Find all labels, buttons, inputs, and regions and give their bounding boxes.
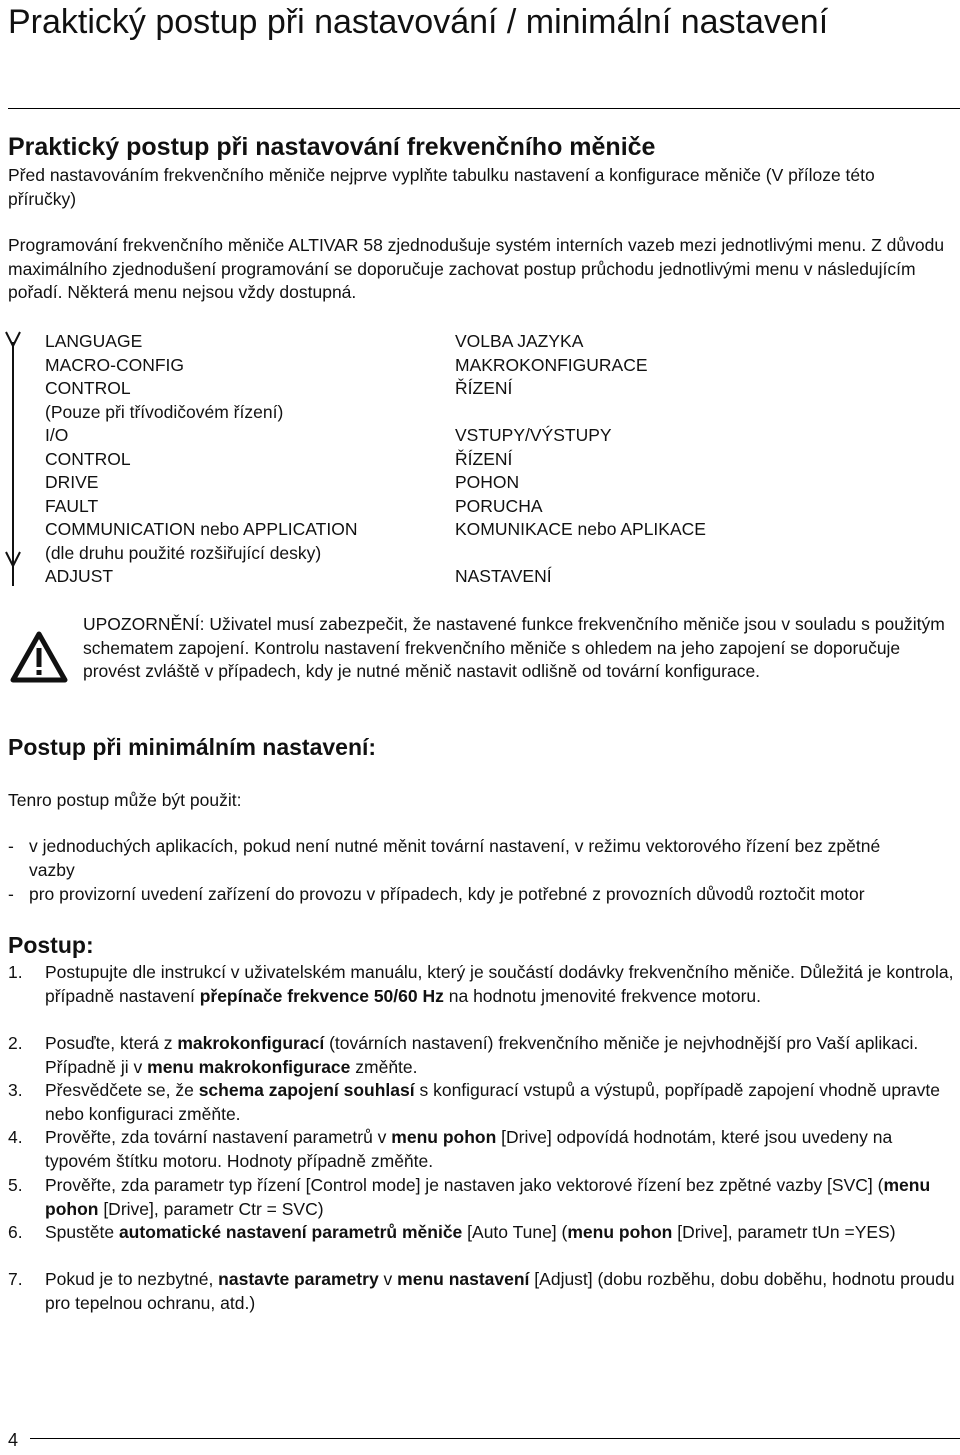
step-item [8, 1032, 960, 1079]
step-text-run: na hodnotu jmenovité frekvence motoru. [443, 985, 762, 1006]
step-text-run: [Drive] odpovídá hodnotám, které jsou uvedeny na typovém štítku motoru. Hodnoty případně změňte. [45, 1127, 893, 1171]
menu-item-english: ADJUST [45, 566, 114, 586]
step-text [45, 1268, 960, 1315]
menu-item-czech: POHON [455, 472, 520, 492]
menu-item-czech: MAKROKONFIGURACE [455, 354, 648, 375]
menu-item-english: COMMUNICATION nebo APPLICATION [45, 519, 358, 539]
list-item [8, 835, 960, 882]
step-item [8, 1268, 960, 1315]
step-number: 5. [8, 1175, 23, 1195]
step-emphasis: automatické nastavení parametrů měniče [118, 1222, 463, 1242]
step-text-run: v [378, 1269, 398, 1289]
step-item [8, 1126, 960, 1173]
step-emphasis: menu pohon [391, 1127, 497, 1147]
list-item-text: pro provizorní uvedení zařízení do provozu v případech, kdy je potřebné z provozních důvodů roztočit motor [29, 884, 865, 904]
menu-item-czech: PORUCHA [455, 495, 543, 516]
menu-item-czech: ŘÍZENÍ [455, 448, 513, 469]
step-emphasis: menu pohon [45, 1175, 931, 1219]
title-divider [8, 108, 960, 109]
step-text-run: Posuďte, která z [45, 1033, 178, 1053]
step-emphasis: menu nastavení [397, 1269, 530, 1289]
menu-item-english: CONTROL [45, 378, 131, 398]
step-number: 6. [8, 1222, 23, 1242]
menu-item-czech: KOMUNIKACE nebo APLIKACE [455, 519, 706, 539]
step-item [8, 961, 960, 1008]
page-title: Praktický postup při nastavování / minimální nastavení [8, 3, 829, 41]
step-text-run: Postupujte dle instrukcí v uživatelském manuálu, který je součástí dodávky frekvenčního měniče. Důležitá je kontrola, případně nastavení [45, 962, 954, 1006]
menu-item-czech: NASTAVENÍ [455, 566, 552, 586]
step-text [45, 1126, 960, 1173]
flow-arrows-graphic [4, 328, 28, 590]
menu-item-english: DRIVE [45, 472, 99, 492]
step-text-run: [Adjust] (dobu rozběhu, dobu doběhu, hodnotu proudu pro tepelnou ochranu, atd.) [45, 1269, 955, 1313]
step-emphasis: přepínače frekvence 50/60 Hz [199, 985, 444, 1006]
step-text-run: Pokud je to nezbytné, [45, 1269, 219, 1289]
step-emphasis: menu pohon [567, 1222, 673, 1242]
step-number: 2. [8, 1033, 23, 1053]
list-item [8, 883, 960, 907]
step-item [8, 1079, 960, 1126]
menu-item-english: (Pouze při třívodičovém řízení) [45, 401, 284, 422]
step-text-run: [Auto Tune] ( [462, 1222, 568, 1242]
menu-item-czech [455, 542, 706, 566]
step-text-run: Prověřte, zda tovární nastavení parametrů v [45, 1127, 392, 1147]
step-emphasis: schema zapojení souhlasí [198, 1080, 415, 1100]
step-number: 3. [8, 1080, 23, 1100]
step-number: 1. [8, 962, 23, 982]
step-number: 4. [8, 1127, 23, 1147]
menu-item-english: I/O [45, 425, 69, 445]
warning-icon [10, 630, 68, 684]
menu-list-english [45, 330, 357, 589]
description-paragraph: Programování frekvenčního měniče ALTIVAR 58 zjednodušuje systém interních vazeb mezi jednotlivými menu. Z důvodu maximálního zjednodušení programování se doporučuje zachovat postup průchodu jednotlivými menu v následujícím pořadí. Některá menu nejsou vždy dostupná. [8, 235, 945, 302]
menu-item-czech: ŘÍZENÍ [455, 378, 513, 398]
warning-text: UPOZORNĚNÍ: Uživatel musí zabezpečit, že nastavené funkce frekvenčního měniče jsou v souladu s použitým schematem zapojení. Kontrolu nastavení frekvenčního měniče s ohledem na jeho zapojení se doporučuje provést zvláště v případech, kdy je nutné měnič nastavit odlišně od tovární konfigurace. [83, 614, 945, 681]
list-marker: - [8, 884, 14, 904]
section-heading-minimal: Postup při minimálním nastavení: [8, 734, 377, 760]
step-text-run: změňte. [350, 1056, 418, 1077]
step-text-run: [Drive], parametr tUn =YES) [672, 1222, 896, 1242]
step-emphasis: nastavte parametry [218, 1269, 379, 1289]
list-item-text: v jednoduchých aplikacích, pokud není nutné měnit tovární nastavení, v režimu vektorového řízení bez zpětné vazby [29, 836, 881, 880]
step-emphasis: menu makrokonfigurace [147, 1056, 351, 1077]
step-text-run: (továrních nastavení) frekvenčního měniče je nejvhodnější pro Vaší aplikaci. Případně ji v [45, 1033, 919, 1077]
footer-divider [30, 1438, 960, 1439]
step-text [45, 1174, 960, 1221]
menu-item-english: (dle druhu použité rozšiřující desky) [45, 542, 322, 563]
section-heading: Praktický postup při nastavování frekvenčního měniče [8, 133, 656, 161]
step-item [8, 1221, 960, 1268]
intro-paragraph: Před nastavováním frekvenčního měniče nejprve vyplňte tabulku nastavení a konfigurace měniče (V příloze této příručky) [8, 165, 875, 209]
step-item [8, 1174, 960, 1221]
menu-item-english: FAULT [45, 495, 99, 516]
step-text-run: Prověřte, zda parametr typ řízení [Control mode] je nastaven jako vektorové řízení bez zpětné vazby [SVC] ( [45, 1175, 884, 1195]
step-number: 7. [8, 1269, 23, 1289]
step-emphasis: makrokonfigurací [177, 1033, 325, 1053]
step-text-run: Přesvědčete se, že [45, 1080, 199, 1100]
menu-list-czech [455, 330, 706, 589]
step-text [45, 1032, 960, 1079]
menu-item-english: MACRO-CONFIG [45, 354, 185, 375]
menu-item-czech: VSTUPY/VÝSTUPY [455, 425, 612, 445]
step-text-run: s konfigurací vstupů a výstupů, popřípadě zapojení vhodně upravte nebo konfiguraci změňte. [45, 1080, 940, 1124]
step-text [45, 1221, 960, 1245]
list-marker: - [8, 836, 14, 856]
page-number: 4 [8, 1430, 19, 1450]
minimal-lead-text: Tenro postup může být použit: [8, 790, 242, 810]
menu-item-english: CONTROL [45, 448, 131, 469]
menu-item-czech: VOLBA JAZYKA [455, 331, 584, 351]
step-text [45, 1079, 960, 1126]
section-heading-steps: Postup: [8, 932, 94, 958]
menu-item-english: LANGUAGE [45, 331, 143, 351]
menu-item-czech [455, 401, 706, 425]
step-text-run: [Drive], parametr Ctr = SVC) [98, 1198, 324, 1219]
step-text [45, 961, 960, 1008]
step-text-run: Spustěte [45, 1222, 119, 1242]
